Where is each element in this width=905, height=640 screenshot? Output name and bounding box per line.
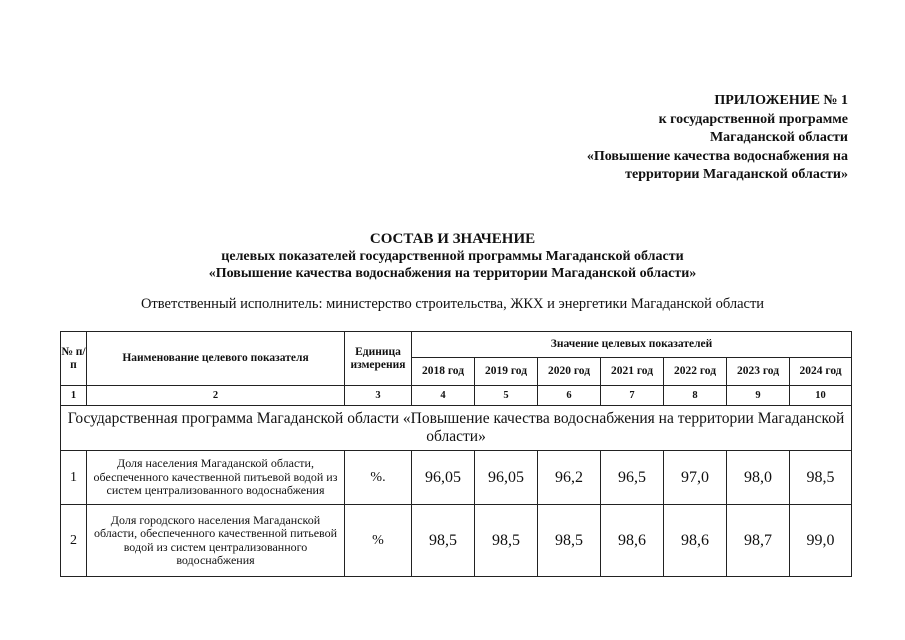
header-year: 2023 год (727, 358, 790, 386)
appendix-line-5: территории Магаданской области» (625, 167, 848, 182)
appendix-header (518, 92, 848, 185)
indicator-value: 99,0 (790, 505, 852, 577)
indicator-unit: %. (345, 451, 412, 505)
column-number: 3 (345, 386, 412, 406)
responsible-executor: Ответственный исполнитель: министерство строительства, ЖКХ и энергетики Магаданской области (140, 296, 765, 312)
header-year: 2024 год (790, 358, 852, 386)
title-subtitle-1: целевых показателей государственной программы Магаданской области (221, 249, 684, 264)
title-main: СОСТАВ И ЗНАЧЕНИЕ (369, 231, 536, 247)
indicator-value: 96,2 (538, 451, 601, 505)
header-num: № п/п (61, 332, 87, 386)
column-number: 10 (790, 386, 852, 406)
header-year: 2019 год (475, 358, 538, 386)
table-row (61, 505, 852, 577)
column-number-row (61, 386, 852, 406)
table-row (61, 451, 852, 505)
header-year: 2020 год (538, 358, 601, 386)
header-unit: Единица измерения (345, 332, 412, 386)
column-number: 5 (475, 386, 538, 406)
indicator-value: 97,0 (664, 451, 727, 505)
indicator-value: 98,5 (538, 505, 601, 577)
column-number: 7 (601, 386, 664, 406)
column-number: 8 (664, 386, 727, 406)
indicator-value: 98,0 (727, 451, 790, 505)
indicator-value: 98,6 (601, 505, 664, 577)
appendix-line-1: ПРИЛОЖЕНИЕ № 1 (714, 93, 848, 108)
indicator-value: 96,05 (475, 451, 538, 505)
indicator-value: 98,5 (412, 505, 475, 577)
title-subtitle-2: «Повышение качества водоснабжения на территории Магаданской области» (208, 266, 697, 281)
appendix-line-2: к государственной программе (658, 111, 848, 127)
header-name: Наименование целевого показателя (87, 332, 345, 386)
header-year: 2022 год (664, 358, 727, 386)
indicator-value: 98,5 (790, 451, 852, 505)
indicator-value: 98,6 (664, 505, 727, 577)
indicator-name: Доля городского населения Магаданской области, обеспеченного качественной питьевой водой из систем централизованного водоснабжения (87, 505, 345, 577)
header-year: 2018 год (412, 358, 475, 386)
program-row (61, 406, 852, 451)
column-number: 4 (412, 386, 475, 406)
column-number: 1 (61, 386, 87, 406)
indicator-value: 96,5 (601, 451, 664, 505)
appendix-line-4: «Повышение качества водоснабжения на (586, 148, 848, 164)
column-number: 9 (727, 386, 790, 406)
indicator-value: 96,05 (412, 451, 475, 505)
indicators-table (60, 331, 852, 577)
row-index: 1 (61, 451, 87, 505)
header-year: 2021 год (601, 358, 664, 386)
indicator-value: 98,7 (727, 505, 790, 577)
indicator-name: Доля населения Магаданской области, обеспеченного качественной питьевой водой из систем централизованного водоснабжения (87, 451, 345, 505)
header-values-group: Значение целевых показателей (412, 332, 852, 358)
column-number: 6 (538, 386, 601, 406)
appendix-line-3: Магаданской области (709, 130, 848, 145)
column-number: 2 (87, 386, 345, 406)
indicator-value: 98,5 (475, 505, 538, 577)
indicator-unit: % (345, 505, 412, 577)
document-title (0, 230, 905, 282)
program-title: Государственная программа Магаданской области «Повышение качества водоснабжения на территории Магаданской области» (61, 406, 852, 451)
row-index: 2 (61, 505, 87, 577)
